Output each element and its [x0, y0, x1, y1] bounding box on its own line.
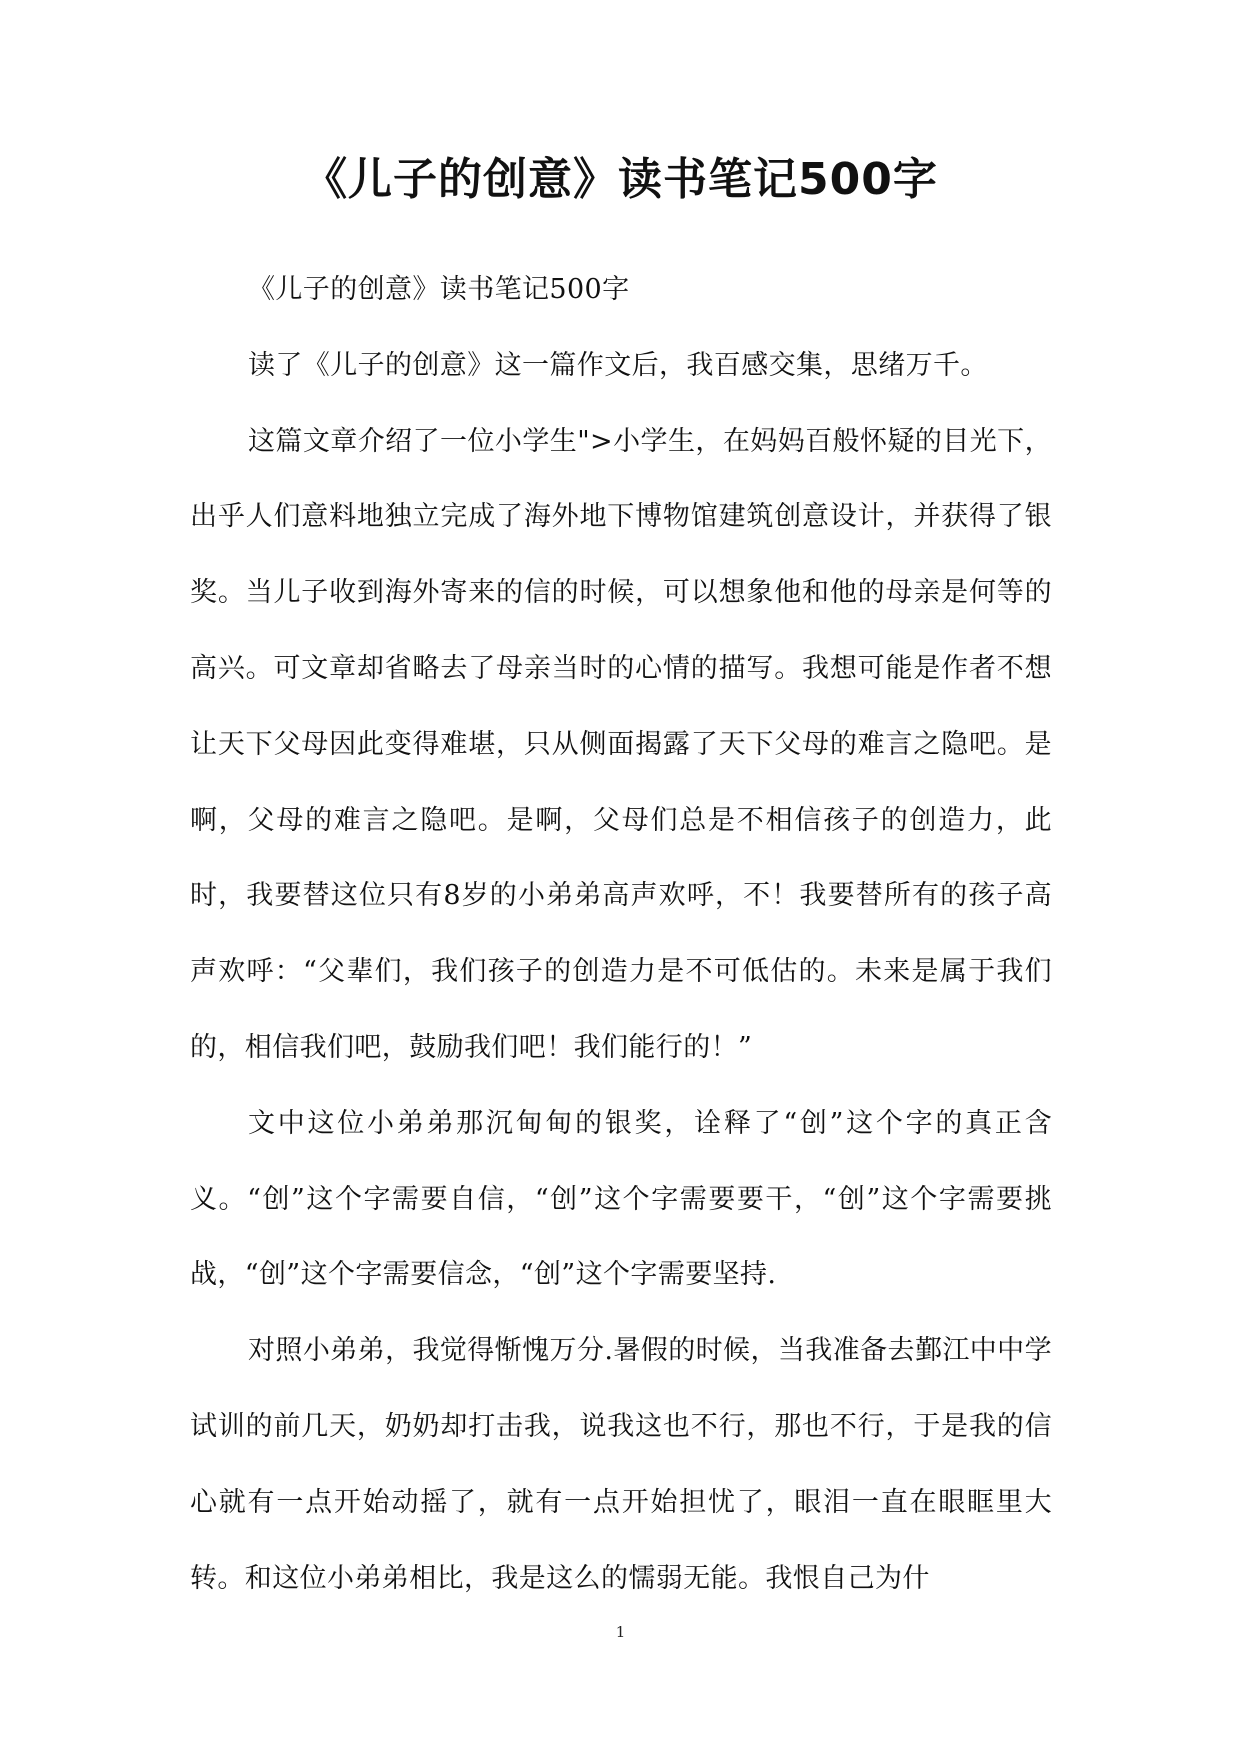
- paragraph-reflection: 对照小弟弟，我觉得惭愧万分.暑假的时候，当我准备去鄞江中中学试训的前几天，奶奶却打击我，说我这也不行，那也不行，于是我的信心就有一点开始动摇了，就有一点开始担忧了，眼泪一直在眼眶里大转。和这位小弟弟相比，我是这么的懦弱无能。我恨自己为什: [190, 1335, 1052, 1594]
- paragraph-intro: 读了《儿子的创意》这一篇作文后，我百感交集，思绪万千。: [248, 349, 988, 381]
- document-body: [190, 252, 1052, 1616]
- paragraph-summary: 这篇文章介绍了一位小学生">小学生，在妈妈百般怀疑的目光下，出乎人们意料地独立完成了海外地下博物馆建筑创意设计，并获得了银奖。当儿子收到海外寄来的信的时候，可以想象他和他的母亲是何等的高兴。可文章却省略去了母亲当时的心情的描写。我想可能是作者不想让天下父母因此变得难堪，只从侧面揭露了天下父母的难言之隐吧。是啊，父母的难言之隐吧。是啊，父母们总是不相信孩子的创造力，此时，我要替这位只有8岁的小弟弟高声欢呼，不！我要替所有的孩子高声欢呼：“父辈们，我们孩子的创造力是不可低估的。未来是属于我们的，相信我们吧，鼓励我们吧！我们能行的！”: [190, 425, 1052, 1063]
- paragraph-subtitle: 《儿子的创意》读书笔记500字: [248, 274, 630, 305]
- page-number: 1: [615, 1623, 626, 1641]
- document-title: 《儿子的创意》读书笔记500字: [303, 154, 938, 205]
- paragraph-meaning: 文中这位小弟弟那沉甸甸的银奖，诠释了“创”这个字的真正含义。“创”这个字需要自信，“创”这个字需要要干，“创”这个字需要挑战，“创”这个字需要信念，“创”这个字需要坚持.: [190, 1107, 1052, 1291]
